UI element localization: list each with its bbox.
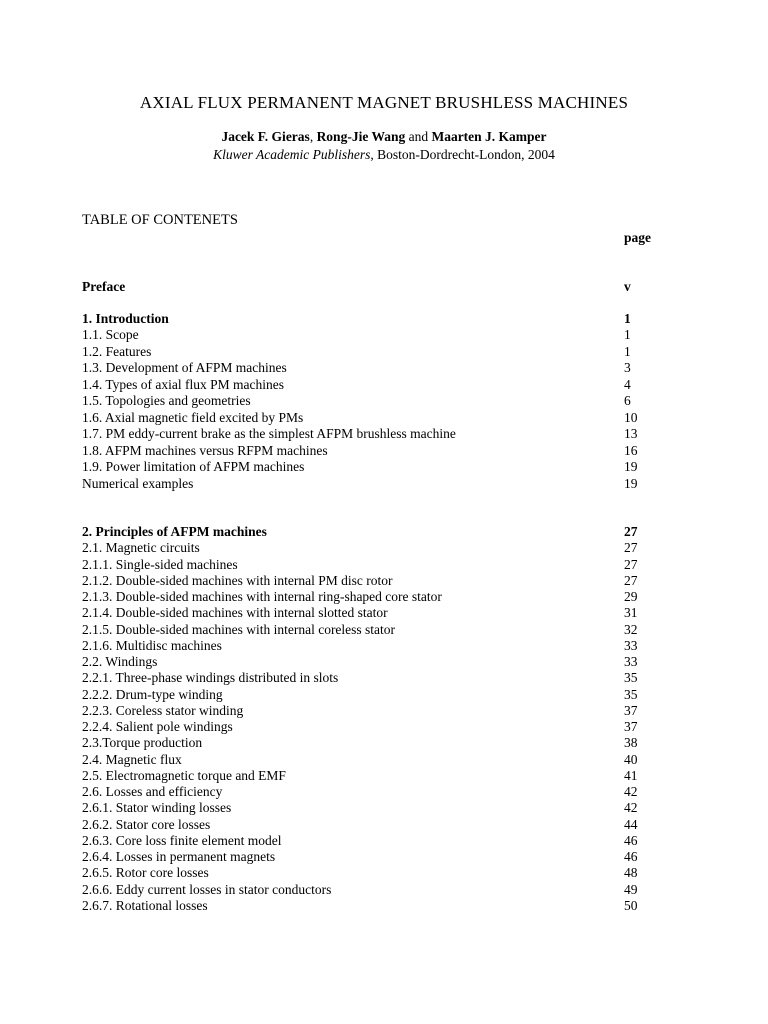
toc-entry-title: 2.1. Magnetic circuits <box>82 540 200 556</box>
toc-entry-title: 2.1.3. Double-sided machines with internal ring-shaped core stator <box>82 589 442 604</box>
toc-entry-page: 42 <box>624 800 638 816</box>
toc-entry <box>82 605 642 621</box>
toc-entry-page: 27 <box>624 524 638 539</box>
toc-entry-title: 2.3.Torque production <box>82 735 203 751</box>
toc-entry-page: 38 <box>624 735 638 751</box>
publisher-place-year: , Boston-Dordrecht-London, 2004 <box>370 147 555 162</box>
toc-entry <box>82 459 642 475</box>
author-1: Jacek F. Gieras <box>221 129 310 144</box>
toc-entry <box>82 687 642 703</box>
toc-entry-title: 2.5. Electromagnetic torque and EMF <box>82 767 286 783</box>
toc-entry-title: 2.6.7. Rotational losses <box>82 897 208 913</box>
toc-entry-title: 2.1.2. Double-sided machines with internal PM disc rotor <box>82 572 393 588</box>
toc-entry-page: 33 <box>624 637 638 653</box>
toc-entry <box>82 344 642 360</box>
toc-entry-page: 16 <box>624 442 638 458</box>
toc-entry-page: 1 <box>624 327 631 343</box>
toc-entry <box>82 638 642 654</box>
toc-entry-page: 37 <box>624 719 638 734</box>
toc-entry-page: 42 <box>624 784 638 799</box>
toc-entry-page: 13 <box>624 426 638 442</box>
toc-entry-title: 2.4. Magnetic flux <box>82 751 182 767</box>
toc-entry <box>82 898 642 914</box>
toc-entry-page: 31 <box>624 605 638 621</box>
toc-entry <box>82 784 642 800</box>
toc-entry <box>82 849 642 865</box>
toc-entry <box>82 800 642 816</box>
toc-entry <box>82 573 642 589</box>
toc-heading: TABLE OF CONTENETS <box>82 212 238 228</box>
toc-entry <box>82 865 642 881</box>
toc-entry <box>82 622 642 638</box>
toc-entry-title: 1.3. Development of AFPM machines <box>82 360 287 376</box>
author-separator: and <box>405 129 432 144</box>
toc-entry-title: 2.1.6. Multidisc machines <box>82 637 222 653</box>
toc-entry-title: 2.6.3. Core loss finite element model <box>82 832 282 848</box>
toc-entry-page: 3 <box>624 360 631 376</box>
toc-entry-page: 41 <box>624 767 638 783</box>
toc-entry-title: 1.9. Power limitation of AFPM machines <box>82 459 305 475</box>
toc-entry-page: 46 <box>624 832 638 848</box>
toc-entry-title: 1.5. Topologies and geometries <box>82 393 251 409</box>
toc-entry-page: 40 <box>624 751 638 767</box>
toc-entry-title: 2.6.2. Stator core losses <box>82 816 211 832</box>
toc-entry-title: 2.2.1. Three-phase windings distributed in slots <box>82 670 339 686</box>
toc-entry-title: 2.6.6. Eddy current losses in stator conductors <box>82 881 332 897</box>
toc-entry-title: Preface <box>82 279 126 294</box>
toc-entry-title: 2.6.5. Rotor core losses <box>82 865 209 881</box>
toc-entry <box>82 752 642 768</box>
toc-entry-page: 37 <box>624 702 638 718</box>
toc-entry-page: 19 <box>624 459 638 475</box>
toc-entry <box>82 393 642 409</box>
toc-entry-page: 10 <box>624 409 638 425</box>
toc-entry-page: 27 <box>624 540 638 556</box>
toc-entry-title: 2.6. Losses and efficiency <box>82 784 223 799</box>
toc-entry-title: 1.4. Types of axial flux PM machines <box>82 376 285 392</box>
toc-entry-title: 1.7. PM eddy-current brake as the simplest AFPM brushless machine <box>82 426 456 442</box>
toc-entry <box>82 654 642 670</box>
toc-entry <box>82 327 642 343</box>
toc-entry-page: 32 <box>624 621 638 637</box>
toc-entry-page: v <box>624 279 631 294</box>
toc-entry <box>82 670 642 686</box>
toc-entry <box>82 833 642 849</box>
toc-entry-title: 2.2.4. Salient pole windings <box>82 719 233 734</box>
publisher-name: Kluwer Academic Publishers <box>213 147 371 162</box>
toc-entry-page: 4 <box>624 376 631 392</box>
toc-entry <box>82 279 642 295</box>
toc-entry-title: Numerical examples <box>82 475 194 491</box>
toc-entry-title: 2. Principles of AFPM machines <box>82 524 267 539</box>
toc-entry-page: 44 <box>624 816 638 832</box>
authors-line <box>0 129 768 145</box>
toc-entry-page: 35 <box>624 686 638 702</box>
toc-entry-title: 2.1.1. Single-sided machines <box>82 556 238 572</box>
toc-entry-page: 1 <box>624 311 631 326</box>
toc-entry-page: 27 <box>624 556 638 572</box>
toc-entry-title: 2.2. Windings <box>82 654 158 669</box>
toc-entry <box>82 735 642 751</box>
toc-entry-title: 2.1.5. Double-sided machines with internal coreless stator <box>82 621 396 637</box>
toc-entry-page: 29 <box>624 589 638 604</box>
toc-entry-title: 2.6.4. Losses in permanent magnets <box>82 849 276 864</box>
toc-entry <box>82 377 642 393</box>
toc-entry-title: 1.2. Features <box>82 343 152 359</box>
toc-entry-title: 1.1. Scope <box>82 327 139 343</box>
toc-entry-page: 27 <box>624 572 638 588</box>
toc-entry-page: 1 <box>624 343 631 359</box>
toc-entry <box>82 719 642 735</box>
toc-entry-page: 46 <box>624 849 638 864</box>
toc-entry-page: 49 <box>624 881 638 897</box>
document-title: AXIAL FLUX PERMANENT MAGNET BRUSHLESS MACHINES <box>139 93 629 112</box>
toc-entry-page: 33 <box>624 654 638 669</box>
toc-entry-page: 35 <box>624 670 638 686</box>
toc-entry <box>82 426 642 442</box>
toc-entry-page: 48 <box>624 865 638 881</box>
toc-entry <box>82 589 642 605</box>
toc-entry-title: 1. Introduction <box>82 311 169 326</box>
toc-entry <box>82 768 642 784</box>
toc-entry <box>82 410 642 426</box>
toc-entry-page: 50 <box>624 897 638 913</box>
toc-entry <box>82 557 642 573</box>
toc-entry-title: 2.2.3. Coreless stator winding <box>82 702 244 718</box>
toc-entry <box>82 540 642 556</box>
toc-entry <box>82 817 642 833</box>
toc-entry <box>82 524 642 540</box>
author-2: Rong-Jie Wang <box>316 129 406 144</box>
author-separator: , <box>309 129 317 144</box>
toc-entry <box>82 311 642 327</box>
toc-entry-page: 6 <box>624 393 631 409</box>
toc-entry <box>82 476 642 492</box>
publisher-line <box>0 147 768 163</box>
toc-entry-title: 2.6.1. Stator winding losses <box>82 800 232 816</box>
author-3: Maarten J. Kamper <box>431 129 547 144</box>
toc-entry-title: 2.1.4. Double-sided machines with internal slotted stator <box>82 605 388 621</box>
toc-entry <box>82 443 642 459</box>
toc-entry-title: 1.6. Axial magnetic field excited by PMs <box>82 409 304 425</box>
toc-entry <box>82 360 642 376</box>
toc-entry <box>82 882 642 898</box>
toc-entry <box>82 703 642 719</box>
toc-entry-title: 2.2.2. Drum-type winding <box>82 686 223 702</box>
toc-entry-title: 1.8. AFPM machines versus RFPM machines <box>82 442 328 458</box>
toc-entry-page: 19 <box>624 475 638 491</box>
page-column-label: page <box>624 230 651 245</box>
